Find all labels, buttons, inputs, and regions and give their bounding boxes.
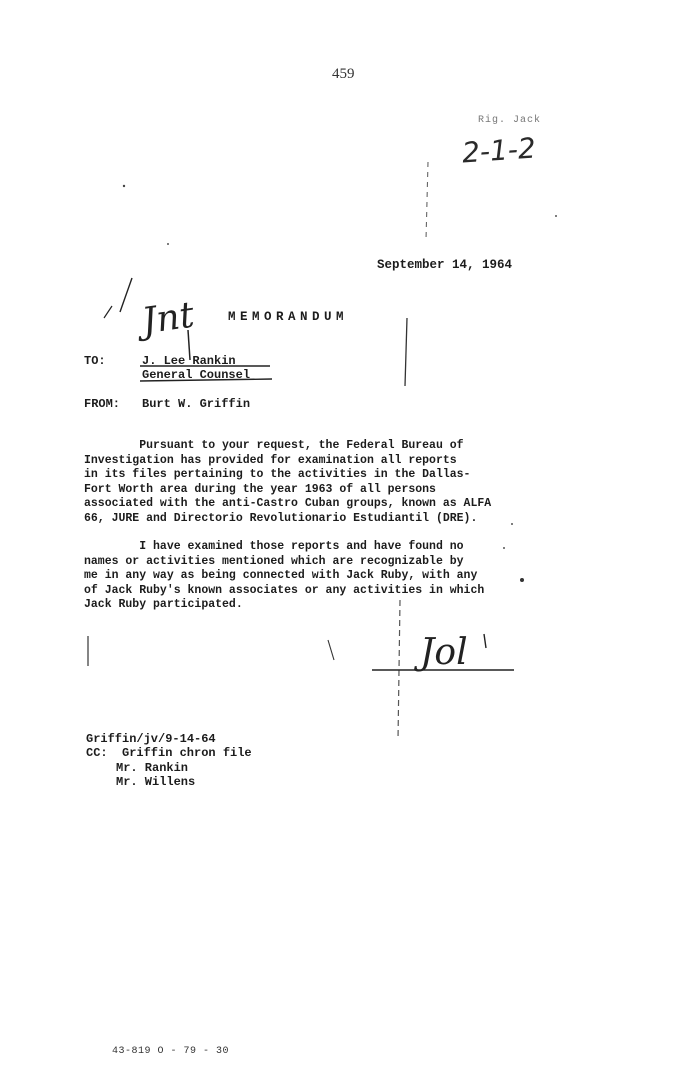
to-label: TO: [84,354,106,368]
scan-speck [123,185,125,187]
body-paragraph-2: I have examined those reports and have found no names or activities mentioned which are recognizable by me in any way as being connected with Jack Ruby, with any of Jack Ruby's known associates or any activities in which Jack Ruby participated. [84,540,485,611]
cc-label: CC: [86,746,108,760]
scan-speck [167,243,169,245]
scan-speck [511,523,513,525]
handwritten-slash [104,306,112,318]
scan-speck [555,215,557,217]
handwritten-mark [328,640,334,660]
page-number: 459 [332,66,355,82]
margin-dot [520,578,524,582]
print-footer: 43-819 O - 79 - 30 [112,1046,230,1057]
cc-recipient: Mr. Willens [116,775,196,789]
reference-line: Griffin/jv/9-14-64 [86,732,216,746]
handwritten-underline [140,379,272,381]
to-name: J. Lee Rankin [142,354,236,368]
handwritten-mark [484,634,486,648]
handwritten-tick [188,330,190,360]
margin-line [405,318,407,386]
margin-line [426,162,428,240]
file-stamp: Rig. Jack [478,115,542,126]
memo-title: MEMORANDUM [228,310,349,324]
handwritten-slash [120,278,132,312]
handwritten-signature: Jol [420,632,468,673]
cc-recipient: Mr. Rankin [116,761,189,775]
memo-date: September 14, 1964 [377,258,513,272]
scan-speck [503,547,505,549]
handwritten-file-number: 2-1-2 [460,131,537,170]
body-paragraph-1: Pursuant to your request, the Federal Bureau of Investigation has provided for examination all reports in its files pertaining to the activities in the Dallas- Fort Worth area during the year 1963 of all persons associated with the anti-Castro Cuban groups, known as ALFA 66, JURE and Directorio Revolutionario Estudiantil (DRE). [84,439,492,525]
from-name: Burt W. Griffin [142,397,251,411]
cc-recipient: Griffin chron file [122,746,252,760]
to-title: General Counsel [142,368,251,382]
handwritten-initials: Jnt [139,294,197,343]
from-label: FROM: [84,397,121,411]
